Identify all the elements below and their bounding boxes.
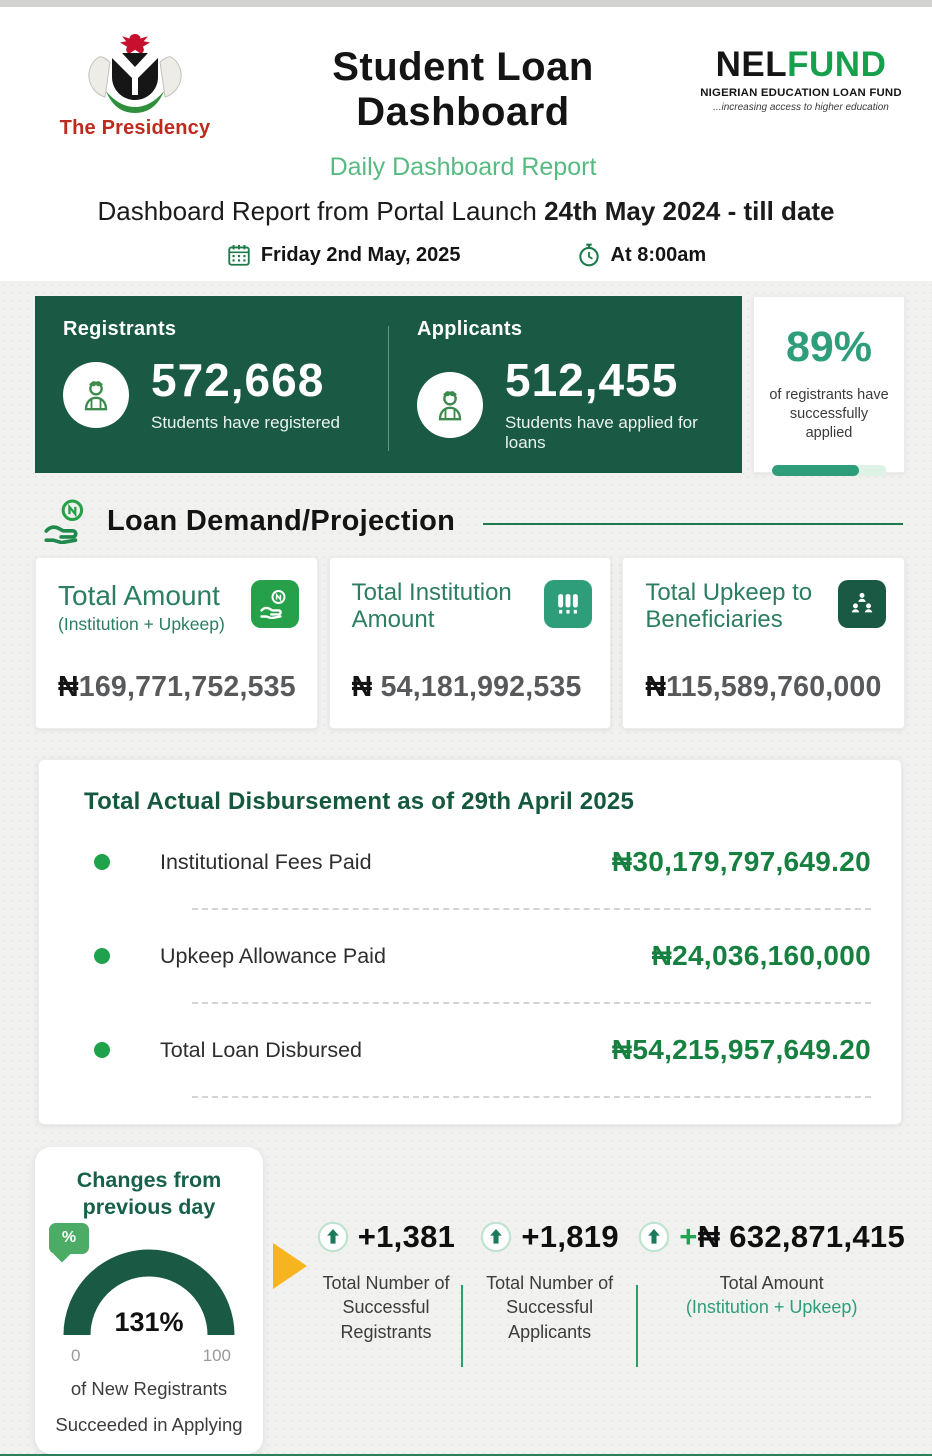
- bullet-icon: [94, 948, 110, 964]
- nelfund-fullname: NIGERIAN EDUCATION LOAN FUND: [700, 87, 902, 99]
- disbursement-title: Total Actual Disbursement as of 29th April 2025: [84, 788, 634, 815]
- naira-symbol: ₦: [351, 671, 373, 703]
- disbursement-amount: ₦30,179,797,649.20: [611, 846, 871, 877]
- presidency-logo: [40, 33, 230, 140]
- card-title: Total Institution Amount: [351, 579, 512, 633]
- disbursement-card: [38, 759, 902, 1125]
- amount-digits: 632,871,415: [720, 1219, 905, 1254]
- stat-successful-registrants: [311, 1219, 461, 1344]
- disbursement-row: [84, 1004, 871, 1074]
- applicant-avatar: [417, 372, 483, 438]
- nelfund-wordmark-black: NEL: [715, 45, 788, 84]
- plus-sign: +: [679, 1219, 698, 1254]
- applied-rate-card: [753, 296, 905, 473]
- report-range-launch-date: 24th May 2024: [544, 196, 721, 226]
- report-time: [576, 242, 707, 268]
- applicants-label: Applicants: [417, 318, 523, 340]
- section-rule: [483, 523, 903, 525]
- page-subtitle: Daily Dashboard Report: [329, 153, 597, 181]
- institution-amount-card: [329, 557, 612, 729]
- up-arrow-icon: [638, 1221, 670, 1253]
- nelfund-tagline: ...increasing access to higher education: [713, 102, 889, 113]
- report-date-text: Friday 2nd May, 2025: [260, 243, 461, 266]
- footer-bar: [0, 1454, 932, 1456]
- report-range-line: [0, 196, 932, 227]
- applied-rate-progressbar: [772, 465, 886, 476]
- naira-symbol: ₦: [697, 1219, 721, 1254]
- card-subtitle: (Institution + Upkeep): [58, 614, 225, 635]
- daily-change-stats: [311, 1147, 905, 1367]
- registrants-block: [35, 296, 388, 473]
- calendar-icon: [226, 242, 252, 268]
- nigeria-coat-of-arms-icon: [79, 33, 191, 115]
- card-title: Total Amount: [58, 580, 220, 611]
- applied-rate-caption: of registrants have successfully applied: [769, 387, 889, 441]
- amount-digits: 115,589,760,000: [666, 671, 882, 703]
- student-icon: [430, 385, 470, 425]
- beneficiaries-icon: [838, 580, 886, 628]
- stat-label: Total Amount: [719, 1273, 824, 1293]
- gauge-value: 131%: [114, 1306, 184, 1337]
- disbursement-label: Institutional Fees Paid: [160, 849, 372, 874]
- stat-value: +1,819: [521, 1219, 619, 1254]
- loan-demand-section-header: [41, 498, 905, 544]
- gauge-caption-line1: of New Registrants: [70, 1377, 228, 1399]
- stat-total-amount-change: [638, 1219, 905, 1320]
- date-row: [0, 242, 932, 281]
- card-amount: [352, 671, 593, 704]
- applicants-caption: Students have applied for loans: [505, 413, 698, 452]
- hand-coin-icon: [251, 580, 299, 628]
- disbursement-amount: ₦24,036,160,000: [651, 940, 871, 971]
- loan-demand-cards: [35, 557, 905, 729]
- header-center: [230, 33, 696, 182]
- stat-label: Total Number of Successful Applicants: [486, 1273, 614, 1342]
- disbursement-label: Upkeep Allowance Paid: [160, 943, 386, 968]
- bullet-icon: [94, 854, 110, 870]
- disbursement-row: [84, 816, 871, 886]
- gauge-caption-line2: Succeeded in Applying: [55, 1413, 243, 1435]
- registrants-caption: Students have registered: [151, 413, 341, 432]
- registrants-label: Registrants: [63, 318, 177, 340]
- report-range-suffix: - till date: [727, 196, 835, 226]
- report-date: [226, 242, 461, 268]
- gauge-min: 0: [71, 1345, 81, 1365]
- arrow-right-icon: [273, 1243, 307, 1289]
- up-arrow-icon: [480, 1221, 512, 1253]
- stat-sublabel: (Institution + Upkeep): [685, 1297, 858, 1318]
- stat-label: Total Number of Successful Registrants: [322, 1273, 450, 1342]
- disbursement-label: Total Loan Disbursed: [160, 1037, 362, 1062]
- stopwatch-icon: [576, 242, 602, 268]
- percent-badge: %: [49, 1223, 89, 1254]
- amount-digits: 169,771,752,535: [78, 671, 296, 703]
- changes-row: [35, 1147, 905, 1454]
- up-arrow-icon: [317, 1221, 349, 1253]
- upkeep-beneficiaries-card: [622, 557, 905, 729]
- student-icon: [76, 375, 116, 415]
- applied-rate-value: 89%: [785, 323, 873, 371]
- presidency-label: The Presidency: [59, 117, 211, 139]
- applied-rate-progress-fill: [772, 465, 859, 476]
- report-range-prefix: Dashboard Report from Portal Launch: [97, 196, 537, 226]
- gauge-max: 100: [202, 1345, 231, 1365]
- card-amount: [58, 671, 299, 704]
- total-amount-card: [35, 557, 318, 729]
- stat-value: +1,381: [357, 1219, 456, 1254]
- gauge: [51, 1229, 247, 1344]
- card-amount: [645, 671, 886, 704]
- page-title: Student Loan Dashboard: [332, 45, 594, 134]
- naira-symbol: ₦: [58, 671, 79, 703]
- registrants-value: 572,668: [151, 354, 325, 406]
- stat-value: [679, 1219, 905, 1255]
- hand-coin-icon: [41, 498, 93, 544]
- applicants-block: [389, 296, 742, 473]
- summary-panel: [35, 296, 742, 473]
- loan-demand-section-title: Loan Demand/Projection: [107, 504, 456, 537]
- header: [0, 7, 932, 182]
- naira-symbol: ₦: [645, 671, 667, 703]
- summary-row: [35, 296, 905, 473]
- amount-digits: 54,181,992,535: [372, 671, 582, 703]
- gauge-scale: [45, 1344, 253, 1366]
- content-area: [0, 281, 932, 1454]
- bullet-icon: [94, 1042, 110, 1058]
- applicants-value: 512,455: [505, 354, 679, 406]
- report-time-text: At 8:00am: [610, 243, 707, 266]
- stat-successful-applicants: [463, 1219, 636, 1344]
- nelfund-logo: [696, 33, 906, 113]
- nelfund-wordmark: [696, 47, 906, 82]
- changes-title: Changes from previous day: [76, 1168, 222, 1219]
- dashed-divider: [192, 1096, 871, 1098]
- nelfund-wordmark-green: FUND: [787, 45, 887, 84]
- card-title: Total Upkeep to Beneficiaries: [645, 579, 813, 633]
- institution-icon: [544, 580, 592, 628]
- disbursement-row: [84, 910, 871, 980]
- disbursement-amount: ₦54,215,957,649.20: [611, 1034, 871, 1065]
- registrant-avatar: [63, 362, 129, 428]
- changes-gauge-card: [35, 1147, 263, 1454]
